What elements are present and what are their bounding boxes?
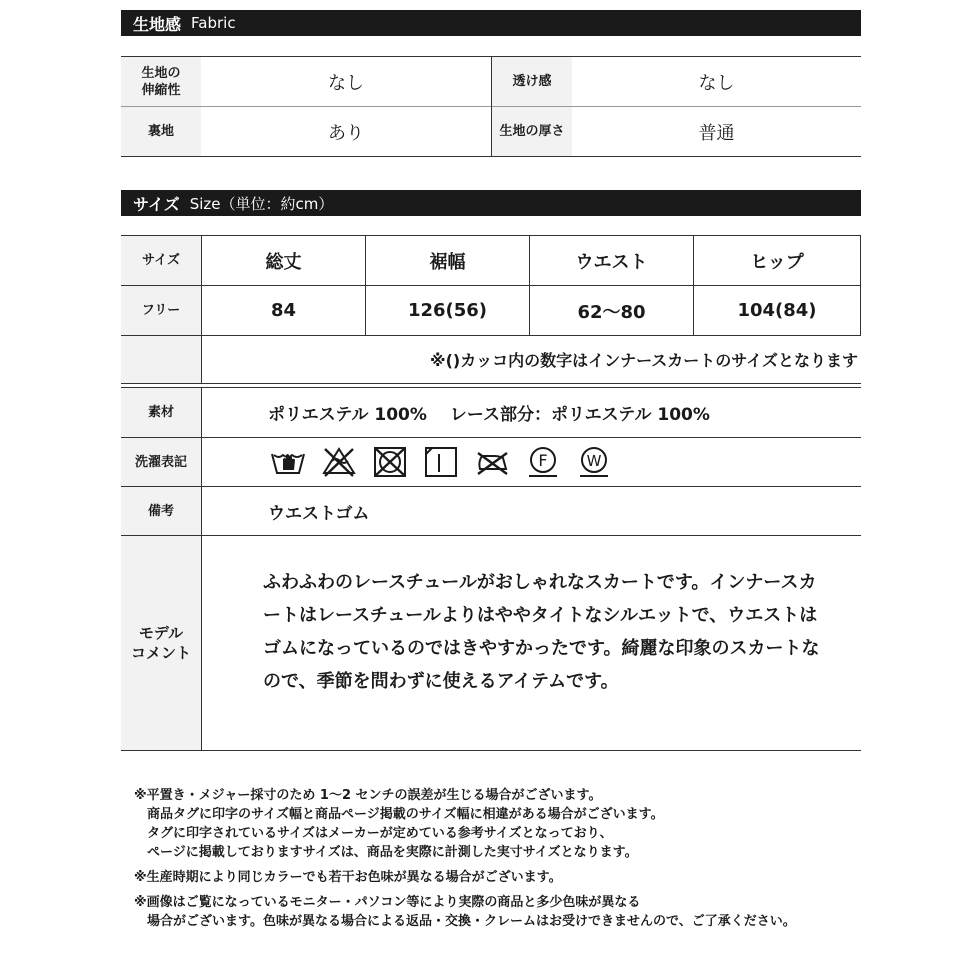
size-section-header	[121, 190, 861, 216]
model-comment-line: ートはレースチュールよりはややタイトなシルエットで、ウエストは	[263, 605, 818, 626]
no-tumble-dry-icon	[372, 445, 408, 479]
model-comment-label: モデル コメント	[130, 624, 191, 662]
note-line: 場合がございます。色味が異なる場合による返品・交換・クレームはお受けできませんので、ご了承ください。	[147, 914, 796, 929]
model-comment-line: ふわふわのレースチュールがおしゃれなスカートです。インナースカ	[263, 572, 817, 593]
size-note: ※()カッコ内の数字はインナースカートのサイズとなります	[430, 351, 858, 370]
note-line: 商品タグに印字のサイズ幅と商品ページ掲載のサイズ幅に相違がある場合がございます。	[147, 807, 664, 822]
no-bleach-icon	[321, 445, 357, 479]
fabric-stretch-label: 生地の 伸縮性	[141, 65, 181, 98]
size-row-label: フリー	[141, 303, 181, 318]
size-title-en: Size（単位：約cm）	[189, 194, 334, 213]
note-line: ※画像はご覧になっているモニター・パソコン等により実際の商品と多少色味が異なる	[134, 895, 641, 910]
fabric-title-en: Fabric	[191, 14, 236, 32]
fabric-sheer-label: 透け感	[512, 74, 552, 89]
note-line: タグに印字されているサイズはメーカーが定めている参考サイズとなっており、	[147, 826, 613, 841]
material-value: ポリエステル 100% レース部分：ポリエステル 100%	[268, 405, 710, 425]
note-line: ※平置き・メジャー採寸のため 1〜2 センチの誤差が生じる場合がございます。	[134, 788, 602, 803]
fabric-stretch-value: なし	[328, 72, 364, 94]
size-col-waist: ウエスト	[575, 251, 648, 273]
model-comment	[263, 566, 843, 698]
hand-wash-icon	[270, 445, 306, 479]
size-header-label: サイズ	[142, 253, 180, 268]
fabric-sheer-value: なし	[698, 72, 735, 94]
note-line: ※生産時期により同じカラーでも若干お色味が異なる場合がございます。	[134, 870, 562, 885]
remarks-value: ウエストゴム	[268, 503, 370, 524]
size-value-hip: 104(84)	[737, 300, 817, 321]
remarks-label: 備考	[147, 503, 174, 519]
wet-clean-w-icon	[576, 445, 612, 479]
size-title-ja: サイズ	[133, 194, 180, 214]
size-col-hem: 裾幅	[429, 251, 466, 273]
size-value-length: 84	[270, 300, 297, 321]
material-label: 素材	[147, 405, 174, 420]
model-comment-line: ので、季節を問わずに使えるアイテムです。	[263, 671, 619, 692]
no-iron-icon	[474, 445, 510, 479]
fabric-title-ja: 生地感	[133, 14, 182, 34]
care-icons-row	[270, 438, 860, 486]
fabric-thickness-value: 普通	[698, 122, 735, 144]
note-line: ページに掲載しておりますサイズは、商品を実際に計測した実寸サイズとなります。	[147, 845, 638, 860]
wet-clean-letter: W	[586, 452, 602, 470]
fabric-thickness-label: 生地の厚さ	[499, 124, 565, 139]
fabric-section-header	[121, 10, 861, 36]
fabric-lining-label: 裏地	[147, 124, 174, 139]
dry-clean-f-icon	[525, 445, 561, 479]
care-label: 洗濯表記	[134, 454, 187, 470]
size-col-hip: ヒップ	[750, 251, 804, 273]
disclaimer-notes	[134, 786, 796, 931]
dry-clean-letter: F	[538, 451, 548, 470]
model-comment-line: ゴムになっているのではきやすかったです。綺麗な印象のスカートな	[263, 638, 820, 659]
size-value-hem: 126(56)	[407, 300, 488, 321]
line-dry-icon	[423, 445, 459, 479]
fabric-lining-value: あり	[328, 122, 364, 144]
size-value-waist: 62〜80	[577, 301, 646, 323]
size-col-length: 総丈	[265, 251, 302, 273]
